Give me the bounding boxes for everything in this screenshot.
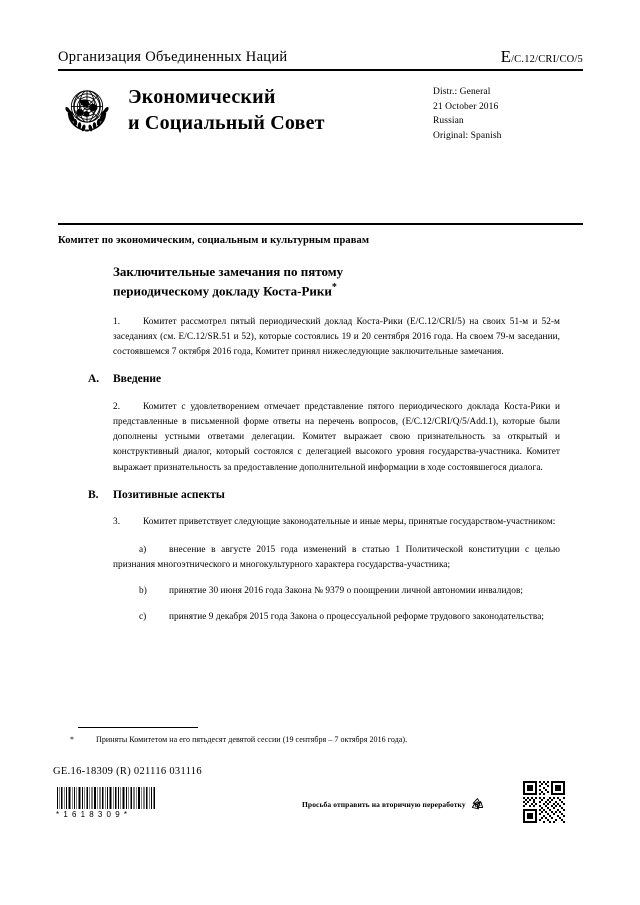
paragraph-3 <box>113 515 560 530</box>
masthead-top-row <box>58 48 583 66</box>
committee-name: Комитет по экономическим, социальным и культурным правам <box>58 235 370 246</box>
emblem-container <box>58 80 120 139</box>
document-body <box>88 263 560 636</box>
footnote-separator <box>78 727 198 728</box>
document-symbol <box>501 48 583 66</box>
paragraph-2 <box>113 400 560 475</box>
paragraph-2-text: Комитет с удовлетворением отмечает представление пятого периодического доклада Коста-Рики и представленные в письменной форме ответы на перечень вопросов, (E/C.12/CRI/Q/5/Add.1), которые были дополнены устными ответами делегации. Комитет выражает свою признательность за открытый и конструктивный диалог, который состоялся с делегацией высокого уровня государства-участника. Комитет выражает признательность за предоставление дополнительной информации в ходе состоявшегося диалога. <box>113 402 560 473</box>
paragraph-3-text: Комитет приветствует следующие законодательные и иные меры, принятые государством-участником: <box>143 517 556 528</box>
paragraph-3-number: 3. <box>113 517 121 528</box>
page-title-line-2: периодическому докладу Коста-Рики <box>113 283 332 299</box>
section-b-title: Позитивные аспекты <box>113 488 225 501</box>
list-item-c-text: принятие 9 декабря 2015 года Закона о процессуальной реформе трудового законодательства; <box>169 611 545 622</box>
list-item-a-text: внесение в августе 2015 года изменений в статью 1 Политической конституции с целью признания многоэтнического и многокультурного характера государства-участника; <box>113 544 560 570</box>
masthead-body-row <box>58 80 583 144</box>
organ-title-line-2: и Социальный Совет <box>128 112 325 135</box>
paragraph-1-text: Комитет рассмотрел пятый периодический доклад Коста-Рики (E/C.12/CRI/5) на своих 51-м и 52-м заседаниях (см. E/C.12/SR.51 и 52), которые состоялись 19 и 20 сентября 2016 года. На своем 79-м заседании, состоявшемся 7 октября 2016 года, Комитет принял нижеследующие заключительные замечания. <box>113 317 560 358</box>
recycling-icon <box>469 796 486 813</box>
masthead-rule <box>58 69 583 71</box>
organization-name: Организация Объединенных Наций <box>58 49 288 66</box>
paragraph-2-number: 2. <box>113 402 121 413</box>
barcode-digits: *1618309* <box>56 810 132 819</box>
organ-title <box>120 80 433 137</box>
list-item-a-marker: a) <box>139 544 147 555</box>
distribution-block <box>433 80 583 144</box>
recycle-notice <box>302 796 486 813</box>
page-title <box>113 263 560 301</box>
page-title-line-1: Заключительные замечания по пятому <box>113 264 344 279</box>
masthead <box>58 48 583 144</box>
section-a-title: Введение <box>113 373 162 386</box>
paragraph-1 <box>113 315 560 360</box>
footnote-marker: * <box>70 735 75 744</box>
list-item-b-text: принятие 30 июня 2016 года Закона № 9379 о поощрении личной автономии инвалидов; <box>169 585 524 596</box>
qr-code <box>523 781 565 823</box>
header-separator-rule <box>58 223 583 225</box>
document-symbol-rest: /C.12/CRI/CO/5 <box>511 54 583 65</box>
footnote-body: Приняты Комитетом на его пятьдесят девятой сессии (19 сентября – 7 октября 2016 года). <box>96 735 408 744</box>
list-item-b <box>113 584 560 599</box>
barcode-icon <box>56 787 156 809</box>
list-item-a <box>113 543 560 573</box>
organ-title-line-1: Экономический <box>128 86 276 108</box>
section-b-letter: B. <box>88 488 99 501</box>
distribution-type: Distr.: General <box>433 87 491 97</box>
paragraph-1-number: 1. <box>113 317 121 328</box>
section-heading-b <box>88 488 560 503</box>
barcode <box>56 787 161 819</box>
section-heading-a <box>88 372 560 387</box>
recycle-text: Просьба отправить на вторичную переработку <box>302 800 466 809</box>
distribution-original: Original: Spanish <box>433 131 502 142</box>
section-a-letter: A. <box>88 373 100 386</box>
list-item-c-marker: c) <box>139 611 147 622</box>
distribution-date: 21 October 2016 <box>433 101 499 112</box>
ge-number: GE.16-18309 (R) 021116 031116 <box>53 766 202 777</box>
list-item-c <box>113 610 560 625</box>
un-emblem-icon <box>58 81 116 139</box>
qr-code-icon <box>523 781 565 823</box>
distribution-language: Russian <box>433 116 464 127</box>
document-symbol-prefix: E <box>500 47 512 66</box>
list-item-b-marker: b) <box>139 585 147 596</box>
footnote-text <box>70 734 498 747</box>
footnote-area <box>70 727 498 747</box>
title-footnote-marker: * <box>331 282 337 294</box>
